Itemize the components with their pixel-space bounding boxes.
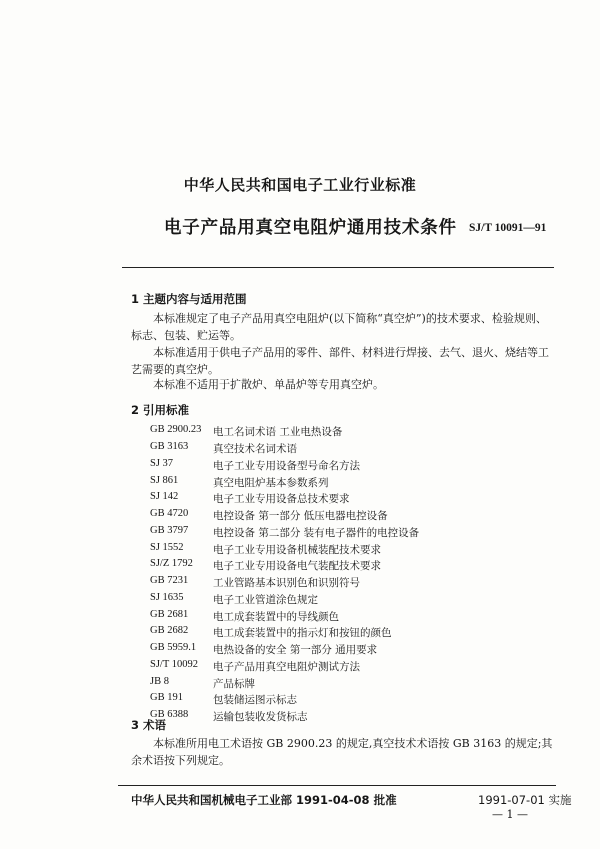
reference-title: 工业管路基本识别色和识别符号 bbox=[213, 577, 360, 589]
reference-code: GB 2682 bbox=[150, 625, 189, 636]
reference-title: 电子工业专用设备机械装配技术要求 bbox=[213, 544, 381, 556]
implementation-date: 1991-07-01 实施 bbox=[478, 793, 572, 807]
reference-code: SJ 1552 bbox=[150, 542, 184, 553]
reference-title: 真空电阻炉基本参数系列 bbox=[213, 477, 329, 489]
scope-paragraph-2: 本标准适用于供电子产品用的零件、部件、材料进行焊接、去气、退火、烧结等工艺需要的真空炉。 bbox=[131, 346, 549, 376]
section-1-heading: 1 主题内容与适用范围 bbox=[131, 292, 247, 306]
header-divider bbox=[122, 267, 554, 268]
reference-title: 电子工业专用设备总技术要求 bbox=[213, 493, 350, 505]
reference-title: 电子产品用真空电阻炉测试方法 bbox=[213, 661, 360, 673]
reference-code: GB 3163 bbox=[150, 441, 189, 452]
reference-title: 电控设备 第二部分 装有电子器件的电控设备 bbox=[213, 527, 420, 539]
document-title: 电子产品用真空电阻炉通用技术条件 bbox=[164, 218, 457, 238]
terms-paragraph: 本标准所用电工术语按 GB 2900.23 的规定,真空技术术语按 GB 3163 的规定;其余术语按下列规定。 bbox=[131, 737, 553, 767]
page-number: — 1 — bbox=[492, 808, 528, 821]
scope-paragraph-1: 本标准规定了电子产品用真空电阻炉(以下简称“真空炉”)的技术要求、检验规则、标志、包装、贮运等。 bbox=[131, 312, 547, 342]
reference-code: GB 191 bbox=[150, 692, 183, 703]
reference-code: GB 3797 bbox=[150, 525, 189, 536]
reference-title: 电工名词术语 工业电热设备 bbox=[213, 426, 343, 438]
reference-code: GB 7231 bbox=[150, 575, 189, 586]
reference-title: 电工成套装置中的导线颜色 bbox=[213, 611, 339, 623]
section-2-heading: 2 引用标准 bbox=[131, 403, 190, 417]
reference-code: GB 6388 bbox=[150, 709, 189, 720]
reference-code: GB 4720 bbox=[150, 508, 189, 519]
reference-code: SJ 1635 bbox=[150, 592, 184, 603]
reference-code: SJ/T 10092 bbox=[150, 659, 198, 670]
reference-code: SJ 861 bbox=[150, 475, 179, 486]
reference-code: SJ/Z 1792 bbox=[150, 558, 193, 569]
reference-code: GB 2900.23 bbox=[150, 424, 202, 435]
reference-code: SJ 142 bbox=[150, 491, 179, 502]
footer-divider bbox=[118, 785, 556, 786]
approval-issuer: 中华人民共和国机械电子工业部 1991-04-08 批准 bbox=[131, 793, 397, 807]
scope-paragraph-3: 本标准不适用于扩散炉、单晶炉等专用真空炉。 bbox=[153, 378, 384, 391]
reference-code: GB 2681 bbox=[150, 609, 189, 620]
reference-code: JB 8 bbox=[150, 676, 169, 687]
reference-code: SJ 37 bbox=[150, 458, 174, 469]
standard-code: SJ/T 10091—91 bbox=[469, 222, 547, 234]
industry-standard-title: 中华人民共和国电子工业行业标准 bbox=[183, 176, 417, 194]
reference-title: 产品标牌 bbox=[213, 678, 255, 690]
reference-code: GB 5959.1 bbox=[150, 642, 197, 653]
reference-title: 电热设备的安全 第一部分 通用要求 bbox=[213, 644, 378, 656]
reference-title: 运输包装收发货标志 bbox=[213, 711, 308, 723]
reference-title: 电子工业专用设备型号命名方法 bbox=[213, 460, 360, 472]
reference-title: 包装储运图示标志 bbox=[213, 694, 297, 706]
reference-title: 电子工业专用设备电气装配技术要求 bbox=[213, 560, 381, 572]
reference-title: 电控设备 第一部分 低压电器电控设备 bbox=[213, 510, 388, 522]
reference-title: 电子工业管道涂色规定 bbox=[213, 594, 318, 606]
reference-title: 真空技术名词术语 bbox=[213, 443, 297, 455]
reference-title: 电工成套装置中的指示灯和按钮的颜色 bbox=[213, 627, 392, 639]
section-3-heading: 3 术语 bbox=[131, 718, 167, 732]
